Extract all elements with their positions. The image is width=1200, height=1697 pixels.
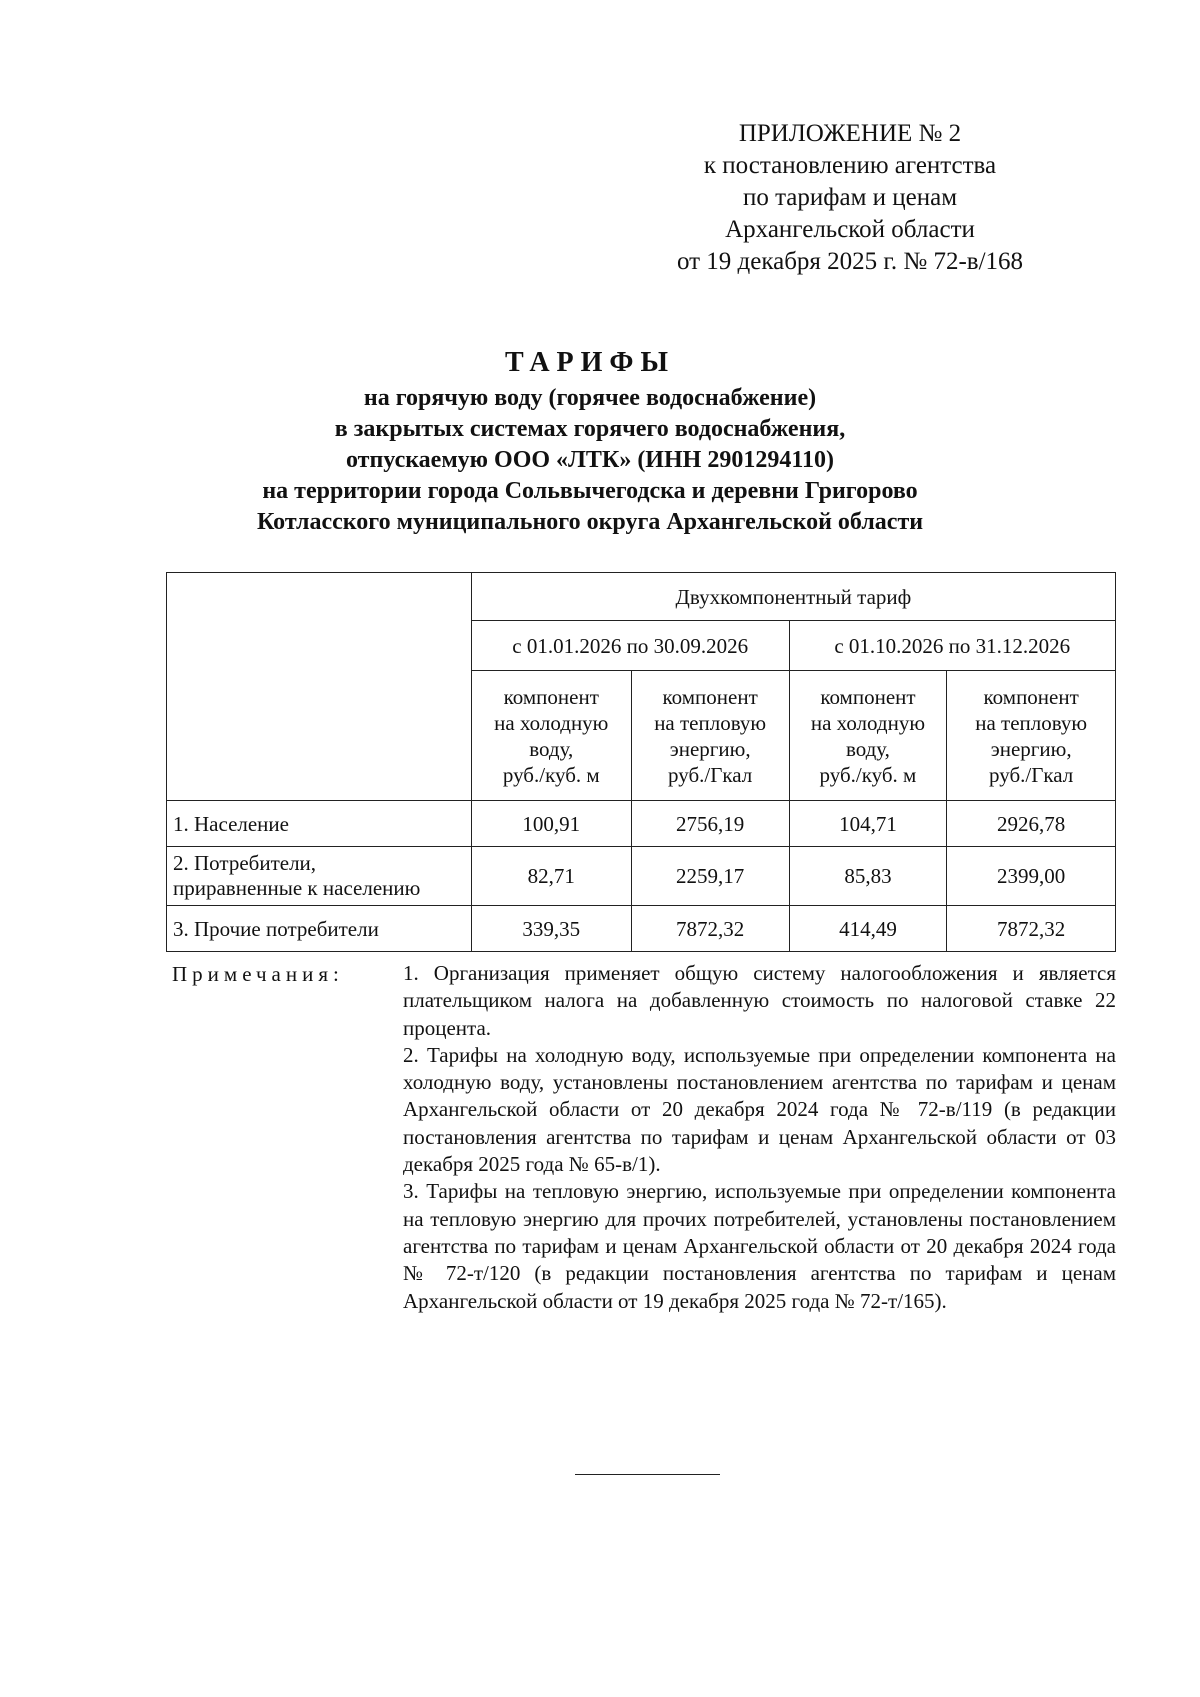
header-line: руб./куб. м	[819, 762, 917, 787]
header-line: компонент	[662, 684, 758, 709]
component-header	[789, 671, 947, 801]
row-label: 3. Прочие потребители	[167, 906, 472, 952]
table-cell: 2259,17	[631, 847, 789, 906]
appendix-number: ПРИЛОЖЕНИЕ № 2	[738, 120, 962, 147]
tariff-type-header: Двухкомпонентный тариф	[471, 573, 1115, 621]
header-line: компонент	[820, 684, 916, 709]
table-row	[167, 906, 1116, 952]
header-line: компонент	[503, 684, 599, 709]
header-line: на тепловую	[654, 710, 767, 735]
title-main: ТАРИФЫ	[505, 347, 675, 378]
header-line: на холодную	[810, 710, 926, 735]
table-cell: 7872,32	[947, 906, 1116, 952]
table-cell: 7872,32	[631, 906, 789, 952]
table-cell: 2756,19	[631, 801, 789, 847]
component-header	[947, 671, 1116, 801]
row-label-line: приравненные к населению	[173, 876, 421, 900]
appendix-reference: по тарифам и ценам	[742, 184, 958, 211]
header-line: на тепловую	[975, 710, 1088, 735]
closing-divider	[575, 1474, 720, 1475]
table-cell: 2399,00	[947, 847, 1116, 906]
appendix-reference: к постановлению агентства	[703, 152, 997, 179]
table-row	[167, 801, 1116, 847]
title-line: на горячую воду (горячее водоснабжение)	[363, 385, 817, 411]
empty-corner-cell	[167, 573, 472, 801]
header-line: воду,	[845, 736, 890, 761]
table-cell: 2926,78	[947, 801, 1116, 847]
header-line: воду,	[529, 736, 574, 761]
table-header-row	[167, 573, 1116, 621]
header-line: энергию,	[669, 736, 751, 761]
appendix-reference: Архангельской области	[725, 216, 975, 243]
table-cell: 104,71	[789, 801, 947, 847]
component-header	[471, 671, 631, 801]
document-title	[150, 345, 1030, 538]
title-line: отпускаемую ООО «ЛТК» (ИНН 2901294110)	[346, 447, 834, 473]
note-item: 1. Организация применяет общую систему налогообложения и является плательщиком налога на добавленную стоимость по налоговой ставке 22 процента.	[403, 961, 1116, 1040]
period-header: с 01.01.2026 по 30.09.2026	[471, 621, 789, 671]
header-line: руб./Гкал	[668, 762, 753, 787]
appendix-date: от 19 декабря 2025 г. № 72-в/168	[676, 248, 1024, 275]
table-cell: 82,71	[471, 847, 631, 906]
appendix-header	[620, 118, 1080, 278]
header-line: энергию,	[990, 736, 1072, 761]
table-cell: 414,49	[789, 906, 947, 952]
table-cell: 85,83	[789, 847, 947, 906]
component-header	[631, 671, 789, 801]
notes-heading: Примечания:	[172, 962, 344, 986]
tariff-table	[166, 572, 1116, 952]
title-line: на территории города Сольвычегодска и деревни Григорово	[262, 478, 918, 504]
notes-list	[403, 960, 1116, 1315]
note-item: 3. Тарифы на тепловую энергию, используемые при определении компонента на тепловую энергию для прочих потребителей, установлены постановлением агентства по тарифам и ценам Архангельской области от 20 декабря 2024 года № 72-т/120 (в редакции постановления агентства по тарифам и ценам Архангельской области от 19 декабря 2025 года № 72-т/165).	[403, 1179, 1116, 1313]
header-line: на холодную	[494, 710, 609, 735]
title-line: Котласского муниципального округа Архангельской области	[256, 509, 924, 535]
header-line: руб./Гкал	[989, 762, 1074, 787]
row-label	[167, 847, 472, 906]
table-cell: 339,35	[471, 906, 631, 952]
period-header: с 01.10.2026 по 31.12.2026	[789, 621, 1115, 671]
row-label: 1. Население	[167, 801, 472, 847]
row-label-line: 2. Потребители,	[173, 851, 317, 875]
note-item: 2. Тарифы на холодную воду, используемые при определении компонента на холодную воду, установлены постановлением агентства по тарифам и ценам Архангельской области от 20 декабря 2024 года № 72-в/119 (в редакции постановления агентства по тарифам и ценам Архангельской области от 03 декабря 2025 года № 65-в/1).	[403, 1042, 1116, 1177]
table-cell: 100,91	[471, 801, 631, 847]
table-row	[167, 847, 1116, 906]
header-line: руб./куб. м	[502, 762, 600, 787]
header-line: компонент	[983, 684, 1079, 709]
title-line: в закрытых системах горячего водоснабжения,	[334, 416, 846, 442]
